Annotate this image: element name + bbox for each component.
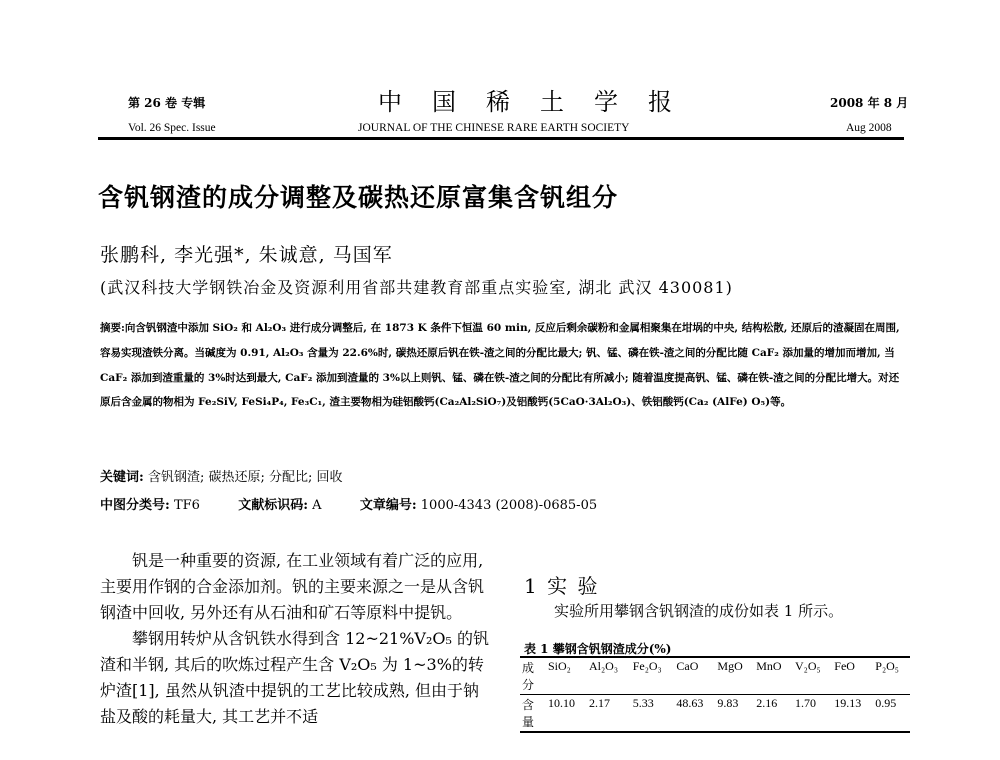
header-date-cn: 2008 年 8 月	[830, 96, 909, 110]
article-number-value: 1000-4343 (2008)-0685-05	[420, 498, 598, 513]
table-1-caption: 表 1 攀钢含钒钢渣成分(%)	[524, 642, 672, 656]
abstract-text: 向含钒钢渣中添加 SiO₂ 和 Al₂O₃ 进行成分调整后, 在 1873 K 条件下恒温 60 min, 反应后剩余碳粉和金属相聚集在坩埚的中央, 结构松散, 还原后的渣凝固在周围, 容易实现渣铁分离。当碱度为 0.91, Al₂O₃ 含量为 22.6%时, 碳热还原后钒在铁-渣之间的分配比最大; 钒、锰、磷在铁-渣之间的分配比随 CaF₂ 添加量的增加而增加, 当 CaF₂ 添加到渣重量的 3%时达到最大, CaF₂ 添加到渣量的 3%以上则钒、锰、磷在铁-渣之间的分配比有所减小; 随着温度提高钒、锰、磷在铁-渣之间的分配比增大。对还原后含金属的物相为 Fe₂SiV, FeSi₄P₄, Fe₃C₁, 渣主要物相为硅铝酸钙(Ca₂Al₂SiO₇)及铝酸钙(5CaO·3Al₂O₃)、铁铝酸钙(Ca₂ (AlFe) O₅)等。	[100, 322, 900, 409]
table-row-label-content: 含量	[522, 698, 535, 729]
header-volume-cn: 第 26 卷 专辑	[128, 96, 206, 110]
paper-authors: 张鹏科, 李光强*, 朱诚意, 马国军	[100, 244, 393, 266]
article-number-label: 文章编号:	[359, 498, 417, 513]
table-cell: 9.83	[717, 696, 739, 710]
header-volume-en: Vol. 26 Spec. Issue	[128, 122, 216, 134]
clc-value: TF6	[173, 498, 200, 513]
doc-code-value: A	[312, 498, 322, 513]
table-row-label-components: 成分	[520, 657, 546, 695]
table-header-cell: SiO₂	[546, 657, 587, 695]
header-rule	[98, 137, 904, 140]
table-header-cell: FeO	[832, 657, 873, 695]
body-left-column	[100, 548, 492, 730]
abstract-label: 摘要:	[100, 322, 125, 334]
table-cell: 0.95	[875, 696, 897, 710]
classification	[100, 494, 597, 513]
doc-code-label: 文献标识码:	[238, 498, 309, 513]
table-row	[520, 695, 910, 733]
journal-title-en: JOURNAL OF THE CHINESE RARE EARTH SOCIETY	[358, 122, 630, 134]
table-header-cell: MgO	[715, 657, 754, 695]
table-cell: 5.33	[632, 696, 654, 710]
body-paragraph-1: 钒是一种重要的资源, 在工业领域有着广泛的应用, 主要用作钢的合金添加剂。钒的主要来源之一是从含钒钢渣中回收, 另外还有从石油和矿石等原料中提钒。	[100, 551, 485, 622]
section-1-text: 实验所用攀钢含钒钢渣的成份如表 1 所示。	[554, 602, 844, 620]
table-header-cell: Al₂O₃	[587, 657, 631, 695]
table-header-cell: Fe₂O₃	[631, 657, 675, 695]
clc-label: 中图分类号:	[100, 498, 170, 513]
table-cell: 1.70	[795, 696, 816, 710]
table-cell: 19.13	[834, 696, 862, 710]
table-cell: 10.10	[548, 696, 575, 710]
table-1	[520, 656, 910, 733]
table-cell: 2.16	[756, 696, 778, 710]
table-cell: 2.17	[589, 696, 610, 710]
table-header-cell: MnO	[754, 657, 793, 695]
paper-affiliation: (武汉科技大学钢铁冶金及资源利用省部共建教育部重点实验室, 湖北 武汉 430081)	[100, 278, 733, 297]
header-date-en: Aug 2008	[846, 122, 892, 134]
keywords	[100, 466, 343, 485]
table-header-cell: CaO	[674, 657, 715, 695]
table-header-cell: V₂O₅	[793, 657, 832, 695]
body-paragraph-2: 攀钢用转炉从含钒铁水得到含 12~21%V₂O₅ 的钒渣和半钢, 其后的吹炼过程产生含 V₂O₅ 为 1~3%的转炉渣[1], 虽然从钒渣中提钒的工艺比较成熟, 但由于钠盐及酸的耗量大, 其工艺并不适	[100, 629, 490, 726]
keywords-text: 含钒钢渣; 碳热还原; 分配比; 回收	[147, 470, 343, 485]
section-1-title: 1 实 验	[524, 574, 600, 598]
abstract	[100, 316, 908, 415]
table-header-cell: P₂O₅	[873, 657, 910, 695]
table-header-row	[520, 657, 910, 695]
paper-title: 含钒钢渣的成分调整及碳热还原富集含钒组分	[98, 183, 619, 212]
table-cell: 48.63	[676, 696, 704, 710]
journal-title-cn: 中国稀土学报	[378, 88, 702, 116]
keywords-label: 关键词:	[100, 470, 144, 485]
